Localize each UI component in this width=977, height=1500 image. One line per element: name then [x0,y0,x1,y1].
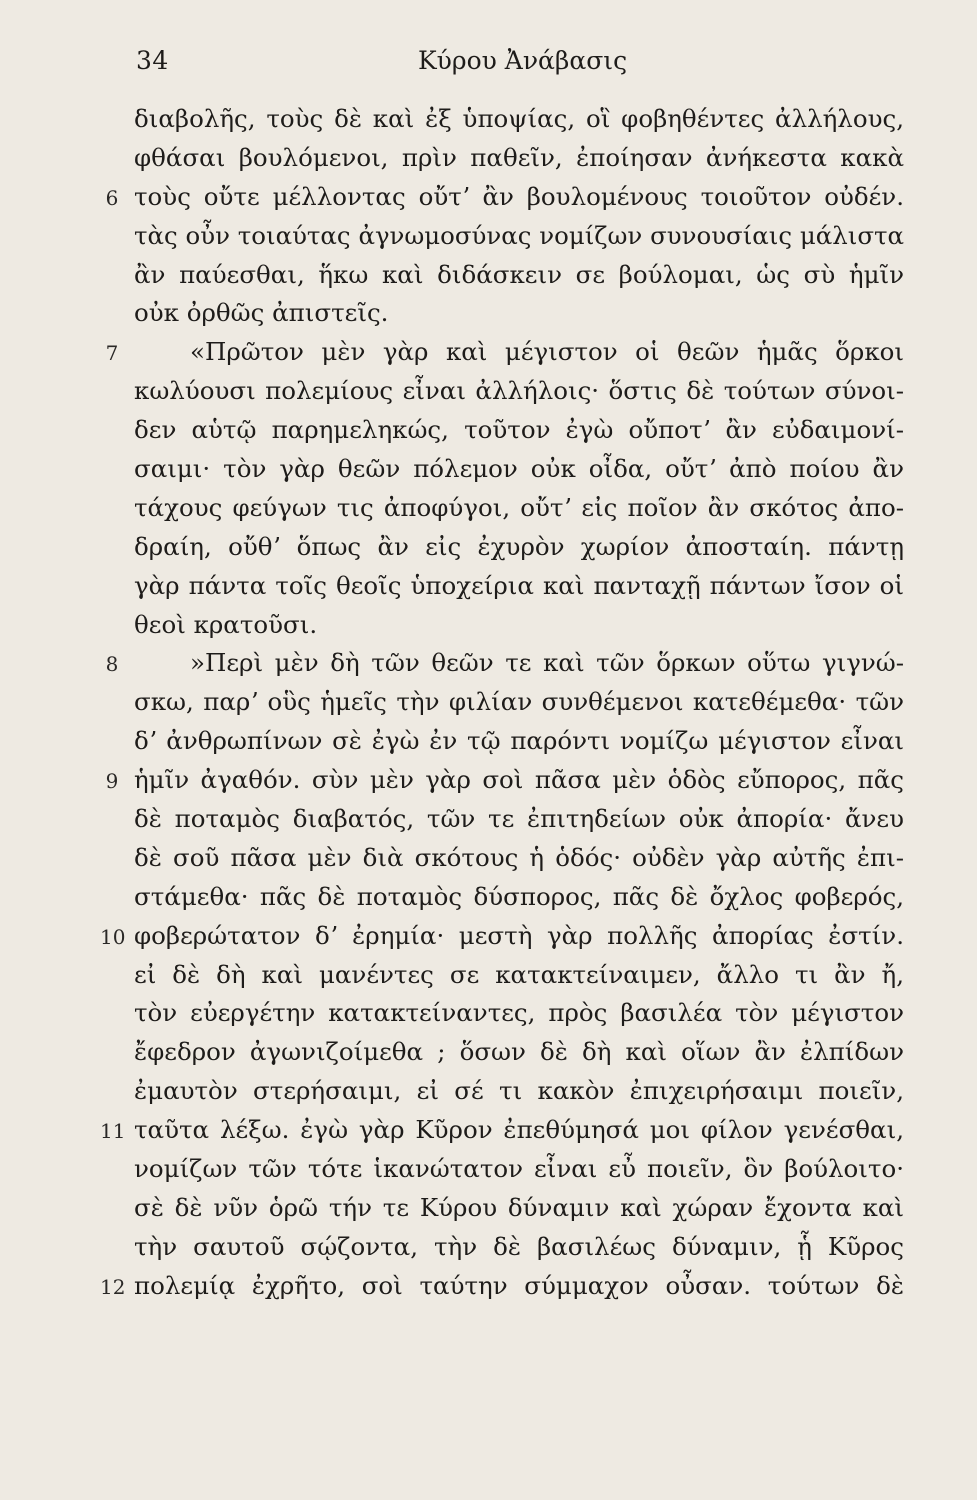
text-line [0,294,977,333]
text-line [0,450,977,489]
line-text: πολεμίᾳ ἐχρῆτο, σοὶ ταύτην σύμμαχον οὖσαν. τούτων δὲ [134,1270,904,1300]
text-line [0,1072,977,1111]
section-number: 9 [105,769,119,794]
page-header [0,38,977,78]
line-text: ἐμαυτὸν στερήσαιμι, εἰ σέ τι κακὸν ἐπιχειρήσαιμι ποιεῖν, [134,1076,904,1106]
page-number: 34 [136,46,169,75]
text-line [0,994,977,1033]
text-line [0,178,977,217]
text-line [0,567,977,606]
text-line [0,839,977,878]
line-text: σκω, παρʼ οὓς ἡμεῖς τὴν φιλίαν συνθέμενοι κατεθέμεθα· τῶν [134,687,904,717]
text-line [0,139,977,178]
text-line [0,333,977,372]
line-text: νομίζων τῶν τότε ἱκανώτατον εἶναι εὖ ποιεῖν, ὃν βούλοιτο· [134,1154,904,1184]
line-text: τὰς οὖν τοιαύτας ἀγνωμοσύνας νομίζων συνουσίαις μάλιστα [134,220,904,250]
line-text: σαιμι· τὸν γὰρ θεῶν πόλεμον οὐκ οἶδα, οὔτʼ ἀπὸ ποίου ἂν [134,454,904,484]
line-text: γὰρ πάντα τοῖς θεοῖς ὑποχείρια καὶ πανταχῇ πάντων ἴσον οἱ [134,570,904,600]
text-line [0,256,977,295]
text-line [0,722,977,761]
text-line [0,100,977,139]
running-title: Κύρου Ἀνάβασις [418,46,628,75]
line-text: ἂν παύεσθαι, ἥκω καὶ διδάσκειν σε βούλομαι, ὡς σὺ ἡμῖν [134,259,904,289]
text-line [0,372,977,411]
text-line [0,800,977,839]
text-line [0,411,977,450]
line-text: τοὺς οὔτε μέλλοντας οὔτʼ ἂν βουλομένους τοιοῦτον οὐδέν. [134,181,904,211]
section-number: 7 [105,341,119,366]
line-text: στάμεθα· πᾶς δὲ ποταμὸς δύσπορος, πᾶς δὲ ὄχλος φοβερός, [134,881,904,911]
text-line [0,644,977,683]
text-line [0,1267,977,1306]
line-text: δεν αὑτῷ παρημεληκώς, τοῦτον ἐγὼ οὔποτʼ ἂν εὐδαιμονί- [134,415,904,445]
line-text: θεοὶ κρατοῦσι. [134,609,318,639]
line-text: τὴν σαυτοῦ σῴζοντα, τὴν δὲ βασιλέως δύναμιν, ᾗ Κῦρος [134,1231,904,1261]
line-text: τάχους φεύγων τις ἀποφύγοι, οὔτʼ εἰς ποῖον ἂν σκότος ἀπο- [134,492,904,522]
line-text: δὲ σοῦ πᾶσα μὲν διὰ σκότους ἡ ὁδός· οὐδὲν γὰρ αὐτῆς ἐπι- [134,842,904,872]
text-line [0,761,977,800]
text-line [0,878,977,917]
section-number: 10 [100,924,126,949]
line-text: φοβερώτατον δʼ ἐρημία· μεστὴ γὰρ πολλῆς ἀπορίας ἐστίν. [134,920,904,950]
text-line [0,489,977,528]
text-line [0,1228,977,1267]
line-text: δʼ ἀνθρωπίνων σὲ ἐγὼ ἐν τῷ παρόντι νομίζω μέγιστον εἶναι [134,726,904,756]
text-line [0,217,977,256]
section-number: 12 [100,1274,126,1299]
line-text: δραίη, οὔθʼ ὅπως ἂν εἰς ἐχυρὸν χωρίον ἀποσταίη. πάντῃ [134,531,904,561]
line-text: ταῦτα λέξω. ἐγὼ γὰρ Κῦρον ἐπεθύμησά μοι φίλον γενέσθαι, [134,1115,904,1145]
text-line [0,917,977,956]
line-text: ἔφεδρον ἀγωνιζοίμεθα ; ὅσων δὲ δὴ καὶ οἵων ἂν ἐλπίδων [134,1037,904,1067]
text-line [0,683,977,722]
text-line [0,1033,977,1072]
line-text: τὸν εὐεργέτην κατακτείναντες, πρὸς βασιλέα τὸν μέγιστον [134,998,904,1028]
text-line [0,606,977,645]
body-text [0,100,977,1306]
text-line [0,528,977,567]
line-text: σὲ δὲ νῦν ὁρῶ τήν τε Κύρου δύναμιν καὶ χώραν ἔχοντα καὶ [134,1192,904,1222]
line-text: »Περὶ μὲν δὴ τῶν θεῶν τε καὶ τῶν ὅρκων οὕτω γιγνώ- [190,648,904,678]
line-text: «Πρῶτον μὲν γὰρ καὶ μέγιστον οἱ θεῶν ἡμᾶς ὅρκοι [190,337,904,367]
text-line [0,956,977,995]
section-number: 11 [100,1119,126,1144]
line-text: εἰ δὲ δὴ καὶ μανέντες σε κατακτείναιμεν, ἄλλο τι ἂν ἤ, [134,959,904,989]
text-line [0,1150,977,1189]
line-text: διαβολῆς, τοὺς δὲ καὶ ἐξ ὑποψίας, οἳ φοβηθέντες ἀλλήλους, [134,104,904,133]
text-line [0,1111,977,1150]
line-text: κωλύουσι πολεμίους εἶναι ἀλλήλοις· ὅστις δὲ τούτων σύνοι- [134,376,904,406]
line-text: φθάσαι βουλόμενοι, πρὶν παθεῖν, ἐποίησαν ἀνήκεστα κακὰ [134,142,904,172]
line-text: οὐκ ὀρθῶς ἀπιστεῖς. [134,298,389,328]
section-number: 6 [105,185,119,210]
section-number: 8 [105,652,119,677]
line-text: δὲ ποταμὸς διαβατός, τῶν τε ἐπιτηδείων οὐκ ἀπορία· ἄνευ [134,804,904,834]
line-text: ἡμῖν ἀγαθόν. σὺν μὲν γὰρ σοὶ πᾶσα μὲν ὁδὸς εὔπορος, πᾶς [134,765,904,795]
text-line [0,1189,977,1228]
